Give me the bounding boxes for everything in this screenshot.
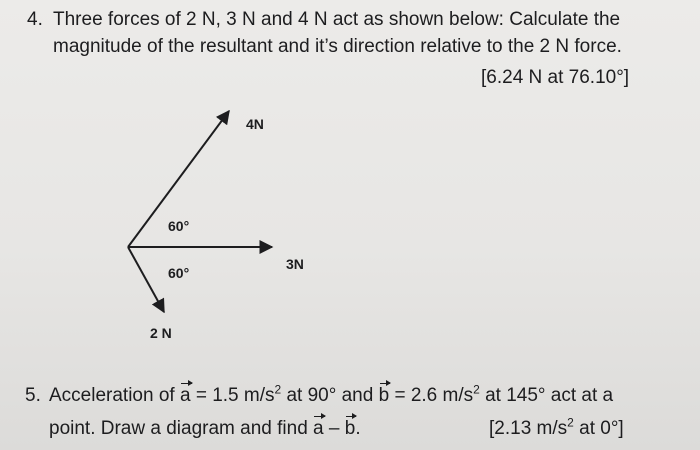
q5-text: = 2.6 m/s — [389, 385, 474, 406]
superscript: 2 — [274, 382, 282, 397]
question-5-answer — [489, 415, 624, 442]
superscript: 2 — [567, 415, 574, 430]
q5-text: at 90° and — [281, 385, 379, 406]
question-4-text-line-2: magnitude of the resultant and it’s direction relative to the 2 N force. — [53, 36, 622, 57]
force-2n-label: 2 N — [150, 325, 172, 341]
question-5-number: 5. — [25, 385, 41, 406]
question-4-answer: [6.24 N at 76.10°] — [481, 67, 630, 88]
q5-text: . — [355, 418, 361, 439]
angle-lower-label: 60° — [168, 265, 190, 281]
q5-text: point. Draw a diagram and find — [49, 418, 314, 439]
force-3n-label: 3N — [286, 256, 304, 272]
q5-text: Acceleration of — [49, 385, 175, 406]
vector-a: a — [180, 382, 191, 409]
question-5-text-line-1 — [49, 382, 613, 409]
question-5-text-line-2 — [49, 415, 361, 442]
vector-b: b — [345, 415, 356, 442]
q5-text: = 1.5 m/s — [190, 385, 275, 406]
vector-b: b — [379, 382, 390, 409]
superscript: 2 — [473, 382, 480, 397]
question-4-text-line-1: Three forces of 2 N, 3 N and 4 N act as shown below: Calculate the — [53, 9, 621, 30]
q5-text: – — [323, 418, 345, 439]
angle-upper-label: 60° — [168, 218, 190, 234]
q5-answer-text: [2.13 m/s — [489, 418, 568, 439]
q5-text: at 145° act at a — [479, 385, 614, 406]
q5-answer-text: at 0°] — [573, 418, 624, 439]
question-4-number: 4. — [27, 9, 43, 30]
vector-a: a — [313, 415, 324, 442]
force-4n-label: 4N — [246, 116, 264, 132]
force-2n-arrow — [128, 247, 164, 312]
